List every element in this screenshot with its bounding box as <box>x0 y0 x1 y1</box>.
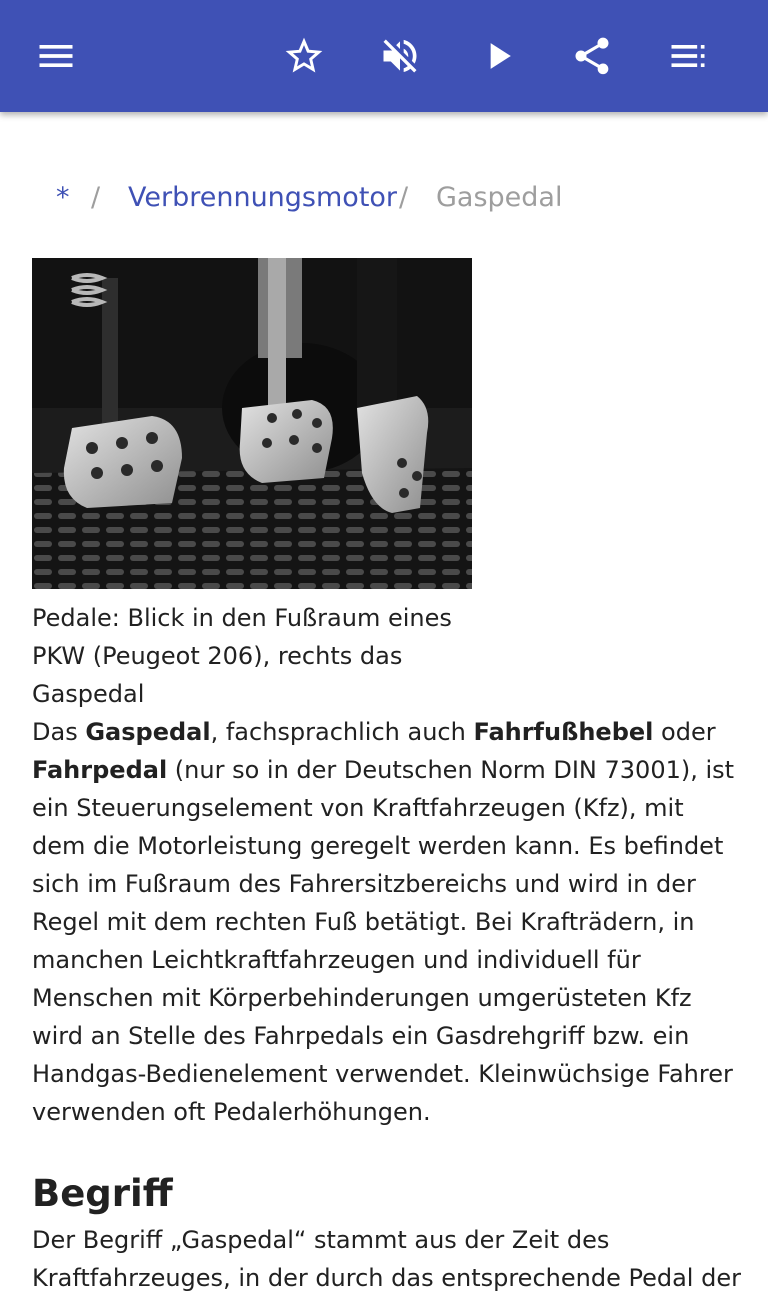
share-button[interactable] <box>564 28 620 84</box>
pedals-photo <box>32 258 472 589</box>
share-icon <box>570 34 614 78</box>
intro-text: (nur so in der Deutschen Norm DIN 73001), ist ein Steuerungselement von Kraftfahrzeugen (Kfz), mit dem die Motorleistung geregelt werden kann. Es befindet sich im Fußraum des Fahrersitzbereichs und wird in der Regel mit dem rechten Fuß betätigt. Bei Krafträdern, in manchen Leichtkraftfahrzeugen und individuell für Menschen mit Körperbehinderungen umgerüsteten Kfz wird an Stelle des Fahrpedals ein Gasdrehgriff bzw. ein Handgas-Bedienelement verwendet. Kleinwüchsige Fahrer verwenden oft Pedalerhöhungen. <box>32 756 735 1126</box>
breadcrumb-root-link[interactable]: * <box>56 182 70 213</box>
star-outline-icon <box>282 34 326 78</box>
menu-icon <box>34 34 78 78</box>
term-fahrfusshebel: Fahrfußhebel <box>473 718 654 746</box>
playlist-icon <box>666 34 710 78</box>
breadcrumb-separator: / <box>91 182 101 213</box>
article-intro-paragraph <box>32 713 738 1131</box>
breadcrumb-separator: / <box>399 182 409 213</box>
intro-text: , fachsprachlich auch <box>210 718 474 746</box>
article-image[interactable] <box>32 258 472 589</box>
term-fahrpedal: Fahrpedal <box>32 756 168 784</box>
breadcrumb <box>0 176 768 224</box>
volume-off-icon <box>378 34 422 78</box>
breadcrumb-parent-link[interactable]: Verbrennungsmotor <box>128 182 398 213</box>
menu-button[interactable] <box>28 28 84 84</box>
section-heading: Begriff <box>32 1172 173 1215</box>
play-button[interactable] <box>470 28 526 84</box>
intro-text: oder <box>653 718 716 746</box>
section-paragraph-line: Der Begriff „Gaspedal“ stammt aus der Zeit des <box>32 1226 610 1254</box>
breadcrumb-current: Gaspedal <box>436 182 563 213</box>
mute-button[interactable] <box>372 28 428 84</box>
contents-button[interactable] <box>660 28 716 84</box>
app-bar <box>0 0 768 112</box>
intro-text: Das <box>32 718 86 746</box>
term-gaspedal: Gaspedal <box>85 718 211 746</box>
section-paragraph-line: Kraftfahrzeuges, in der durch das entsprechende Pedal der <box>32 1264 741 1292</box>
section-paragraph <box>32 1221 741 1297</box>
play-icon <box>476 34 520 78</box>
favorite-button[interactable] <box>276 28 332 84</box>
image-caption: Pedale: Blick in den Fußraum eines PKW (Peugeot 206), rechts das Gaspedal <box>32 604 452 708</box>
